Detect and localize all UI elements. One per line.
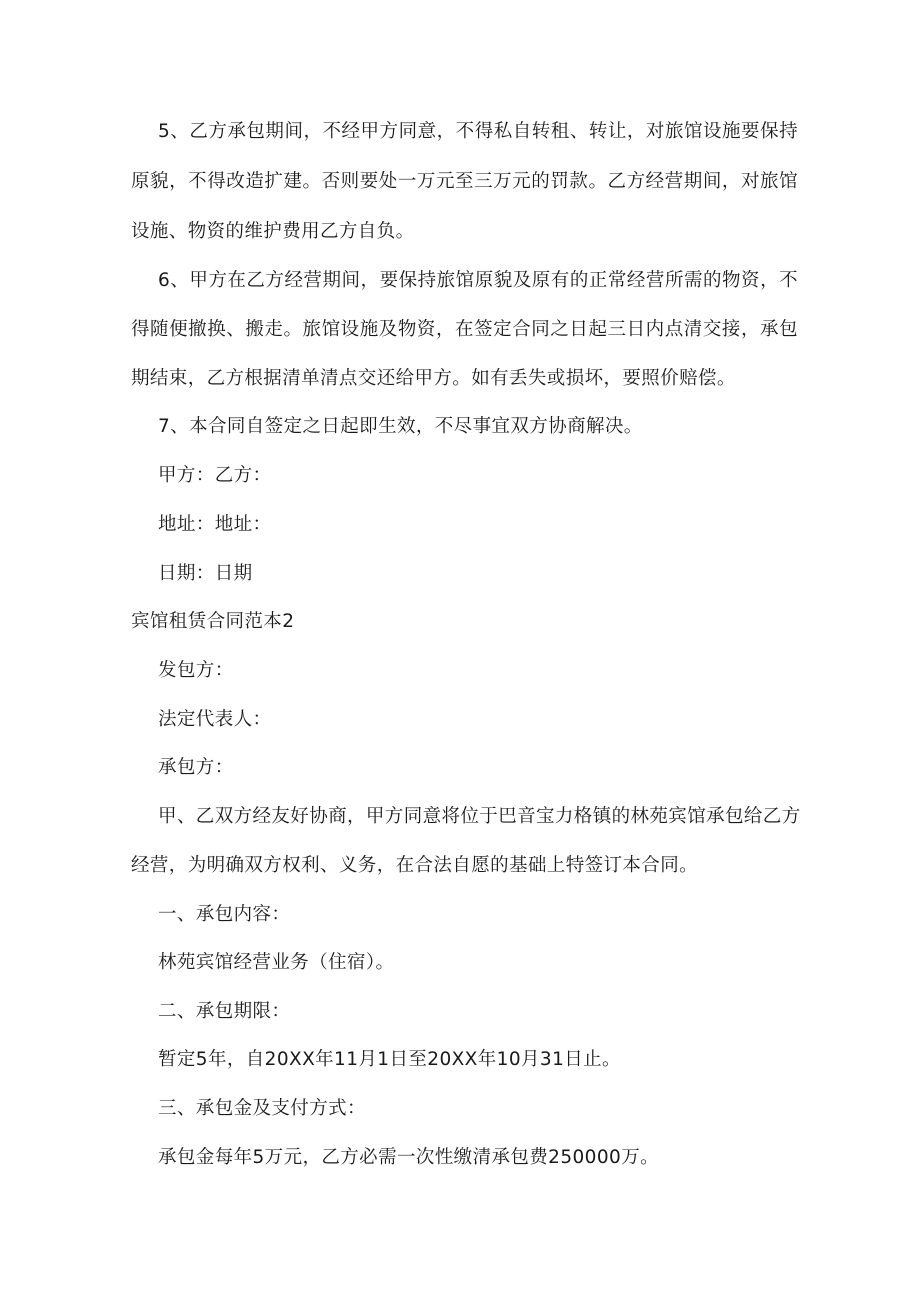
content-scope: 林苑宾馆经营业务（住宿）。 [158, 952, 395, 973]
heading-term: 二、承包期限： [158, 1001, 291, 1022]
contractor-label: 承包方： [158, 757, 234, 778]
clause-5-line-2: 原貌，不得改造扩建。否则要处一万元至三万元的罚款。乙方经营期间，对旅馆 [131, 171, 798, 192]
signature-parties: 甲方：乙方： [158, 465, 272, 486]
signature-address: 地址：地址： [158, 514, 272, 535]
clause-7: 7、本合同自签定之日起即生效，不尽事宜双方协商解决。 [158, 416, 643, 437]
legal-rep-label: 法定代表人： [158, 709, 272, 730]
intro-line-2: 经营，为明确双方权利、义务，在合法自愿的基础上特签订本合同。 [131, 855, 699, 876]
clause-6-line-1: 6、甲方在乙方经营期间，要保持旅馆原貌及原有的正常经营所需的物资，不 [158, 270, 798, 291]
issuer-label: 发包方： [158, 660, 234, 681]
clause-6-line-3: 期结束，乙方根据清单清点交还给甲方。如有丢失或损坏，要照价赔偿。 [131, 368, 736, 389]
section-title: 宾馆租赁合同范本2 [131, 611, 295, 632]
signature-date: 日期：日期 [158, 563, 253, 584]
content-term: 暂定5年，自20XX年11月1日至20XX年10月31日止。 [158, 1049, 621, 1070]
heading-scope: 一、承包内容： [158, 904, 291, 925]
intro-line-1: 甲、乙双方经友好协商，甲方同意将位于巴音宝力格镇的林苑宾馆承包给乙方 [158, 806, 801, 827]
heading-payment: 三、承包金及支付方式： [158, 1098, 366, 1119]
content-payment: 承包金每年5万元，乙方必需一次性缴清承包费250000万。 [158, 1147, 659, 1168]
clause-6-line-2: 得随便撤换、搬走。旅馆设施及物资，在签定合同之日起三日内点清交接，承包 [131, 319, 798, 340]
clause-5-line-1: 5、乙方承包期间，不经甲方同意，不得私自转租、转让，对旅馆设施要保持 [158, 121, 798, 142]
clause-5-line-3: 设施、物资的维护费用乙方自负。 [131, 221, 415, 242]
